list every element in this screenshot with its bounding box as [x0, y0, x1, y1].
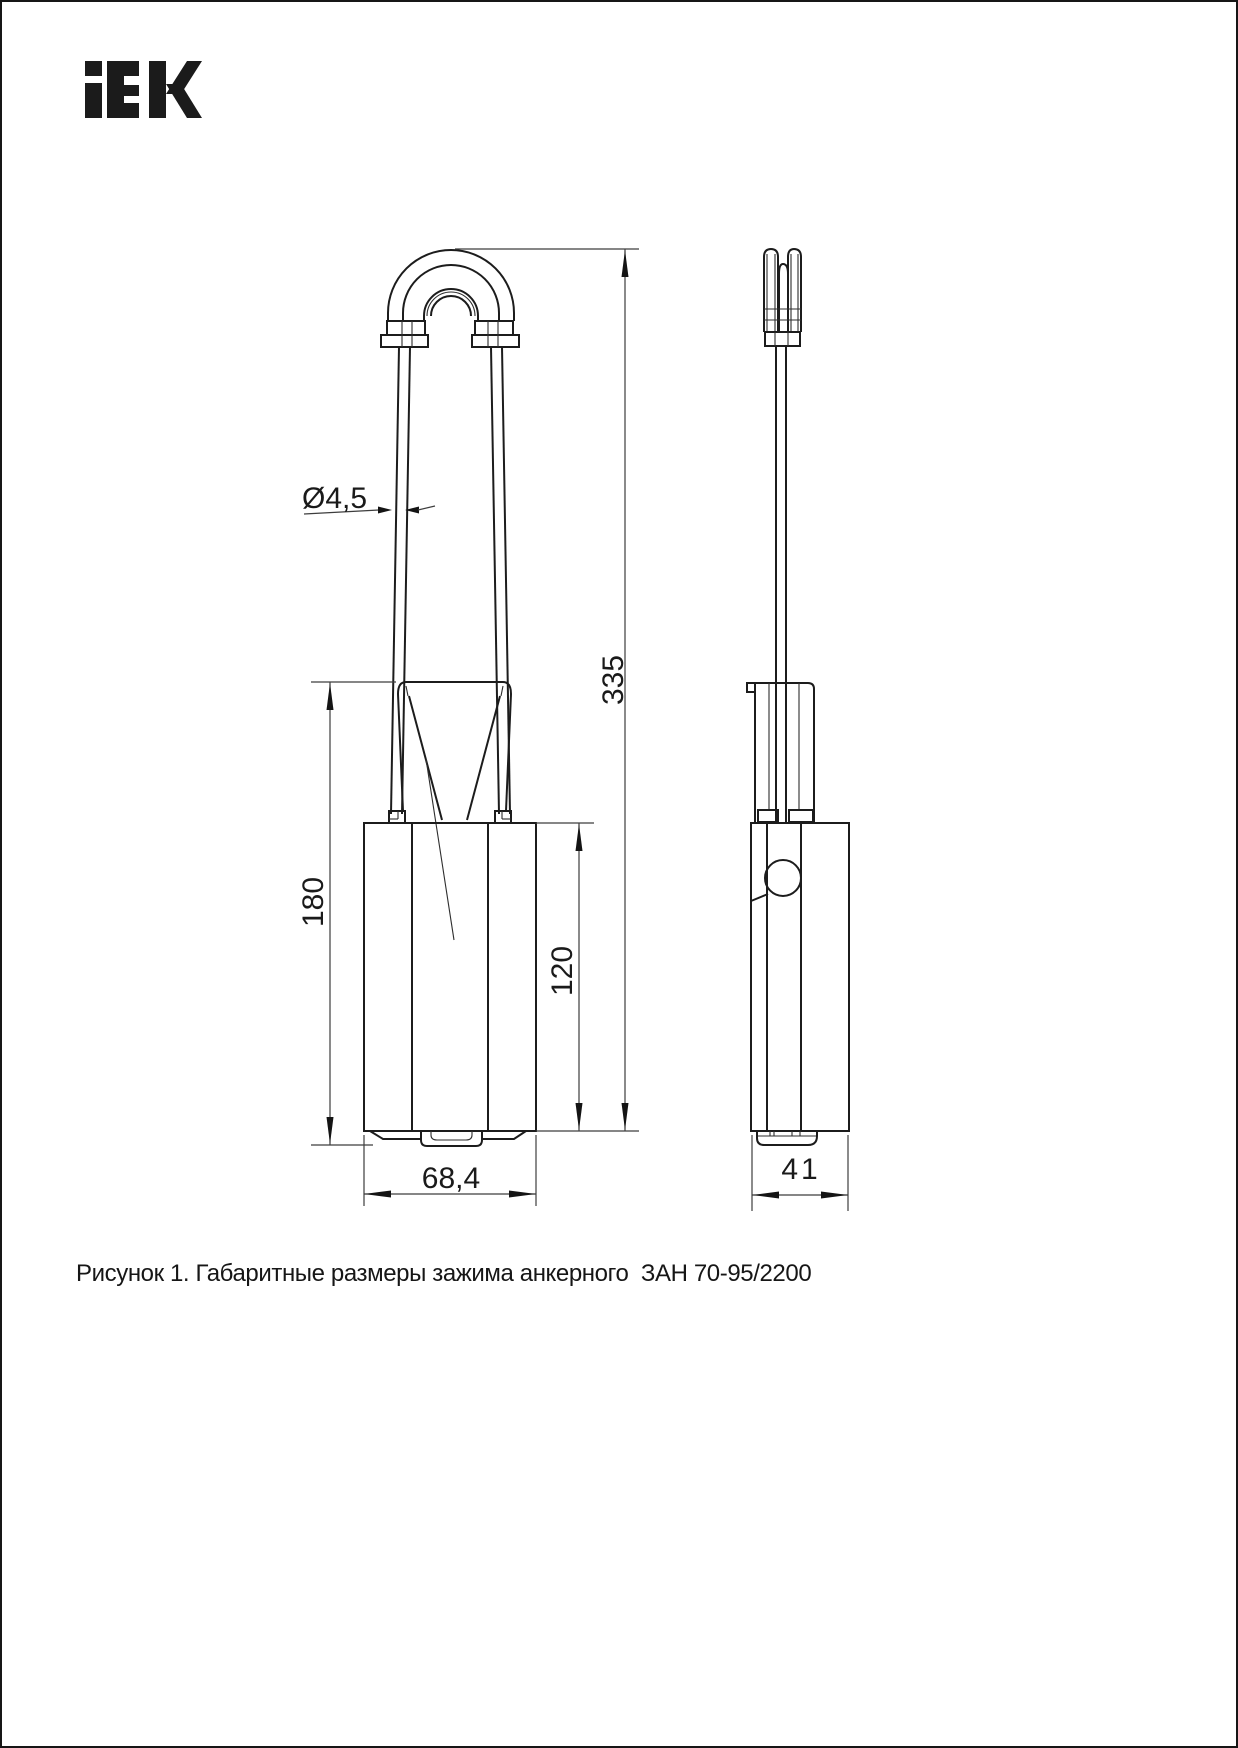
hook-fork [764, 249, 801, 346]
dimension-rod-diameter [302, 482, 435, 515]
figure-caption: Рисунок 1. Габаритные размеры зажима анкерного ЗАН 70-95/2200 [76, 1260, 812, 1287]
crimp-bands [381, 321, 519, 347]
rod-loop [391, 347, 510, 814]
dimension-side-width [752, 1153, 848, 1199]
dimension-housing-height [297, 682, 334, 1145]
clamp-body-front [364, 823, 536, 1131]
clamp-drawing [2, 2, 1238, 1748]
side-view [747, 249, 849, 1145]
dimension-overall-height [597, 249, 630, 1131]
dim-label-120: 120 [546, 945, 579, 997]
bottom-tab-side [757, 1131, 817, 1145]
dim-label-335: 335 [597, 654, 630, 706]
dimension-body-height [546, 823, 583, 1131]
dimension-front-width [364, 1162, 536, 1198]
rod-side [776, 346, 786, 822]
dim-label-68-4: 68,4 [421, 1162, 481, 1195]
dim-label-41: 41 [781, 1153, 821, 1186]
dimensions [297, 249, 848, 1211]
dim-label-diameter: Ø4,5 [302, 482, 368, 515]
hook-arch [388, 250, 514, 321]
wedge-housing-side [747, 683, 814, 822]
wedge-housing [389, 682, 511, 940]
dim-label-180: 180 [297, 876, 330, 928]
front-view [364, 250, 536, 1146]
bolt-hole [765, 860, 801, 896]
clamp-body-side [751, 823, 849, 1131]
bottom-tabs-front [370, 1131, 526, 1146]
